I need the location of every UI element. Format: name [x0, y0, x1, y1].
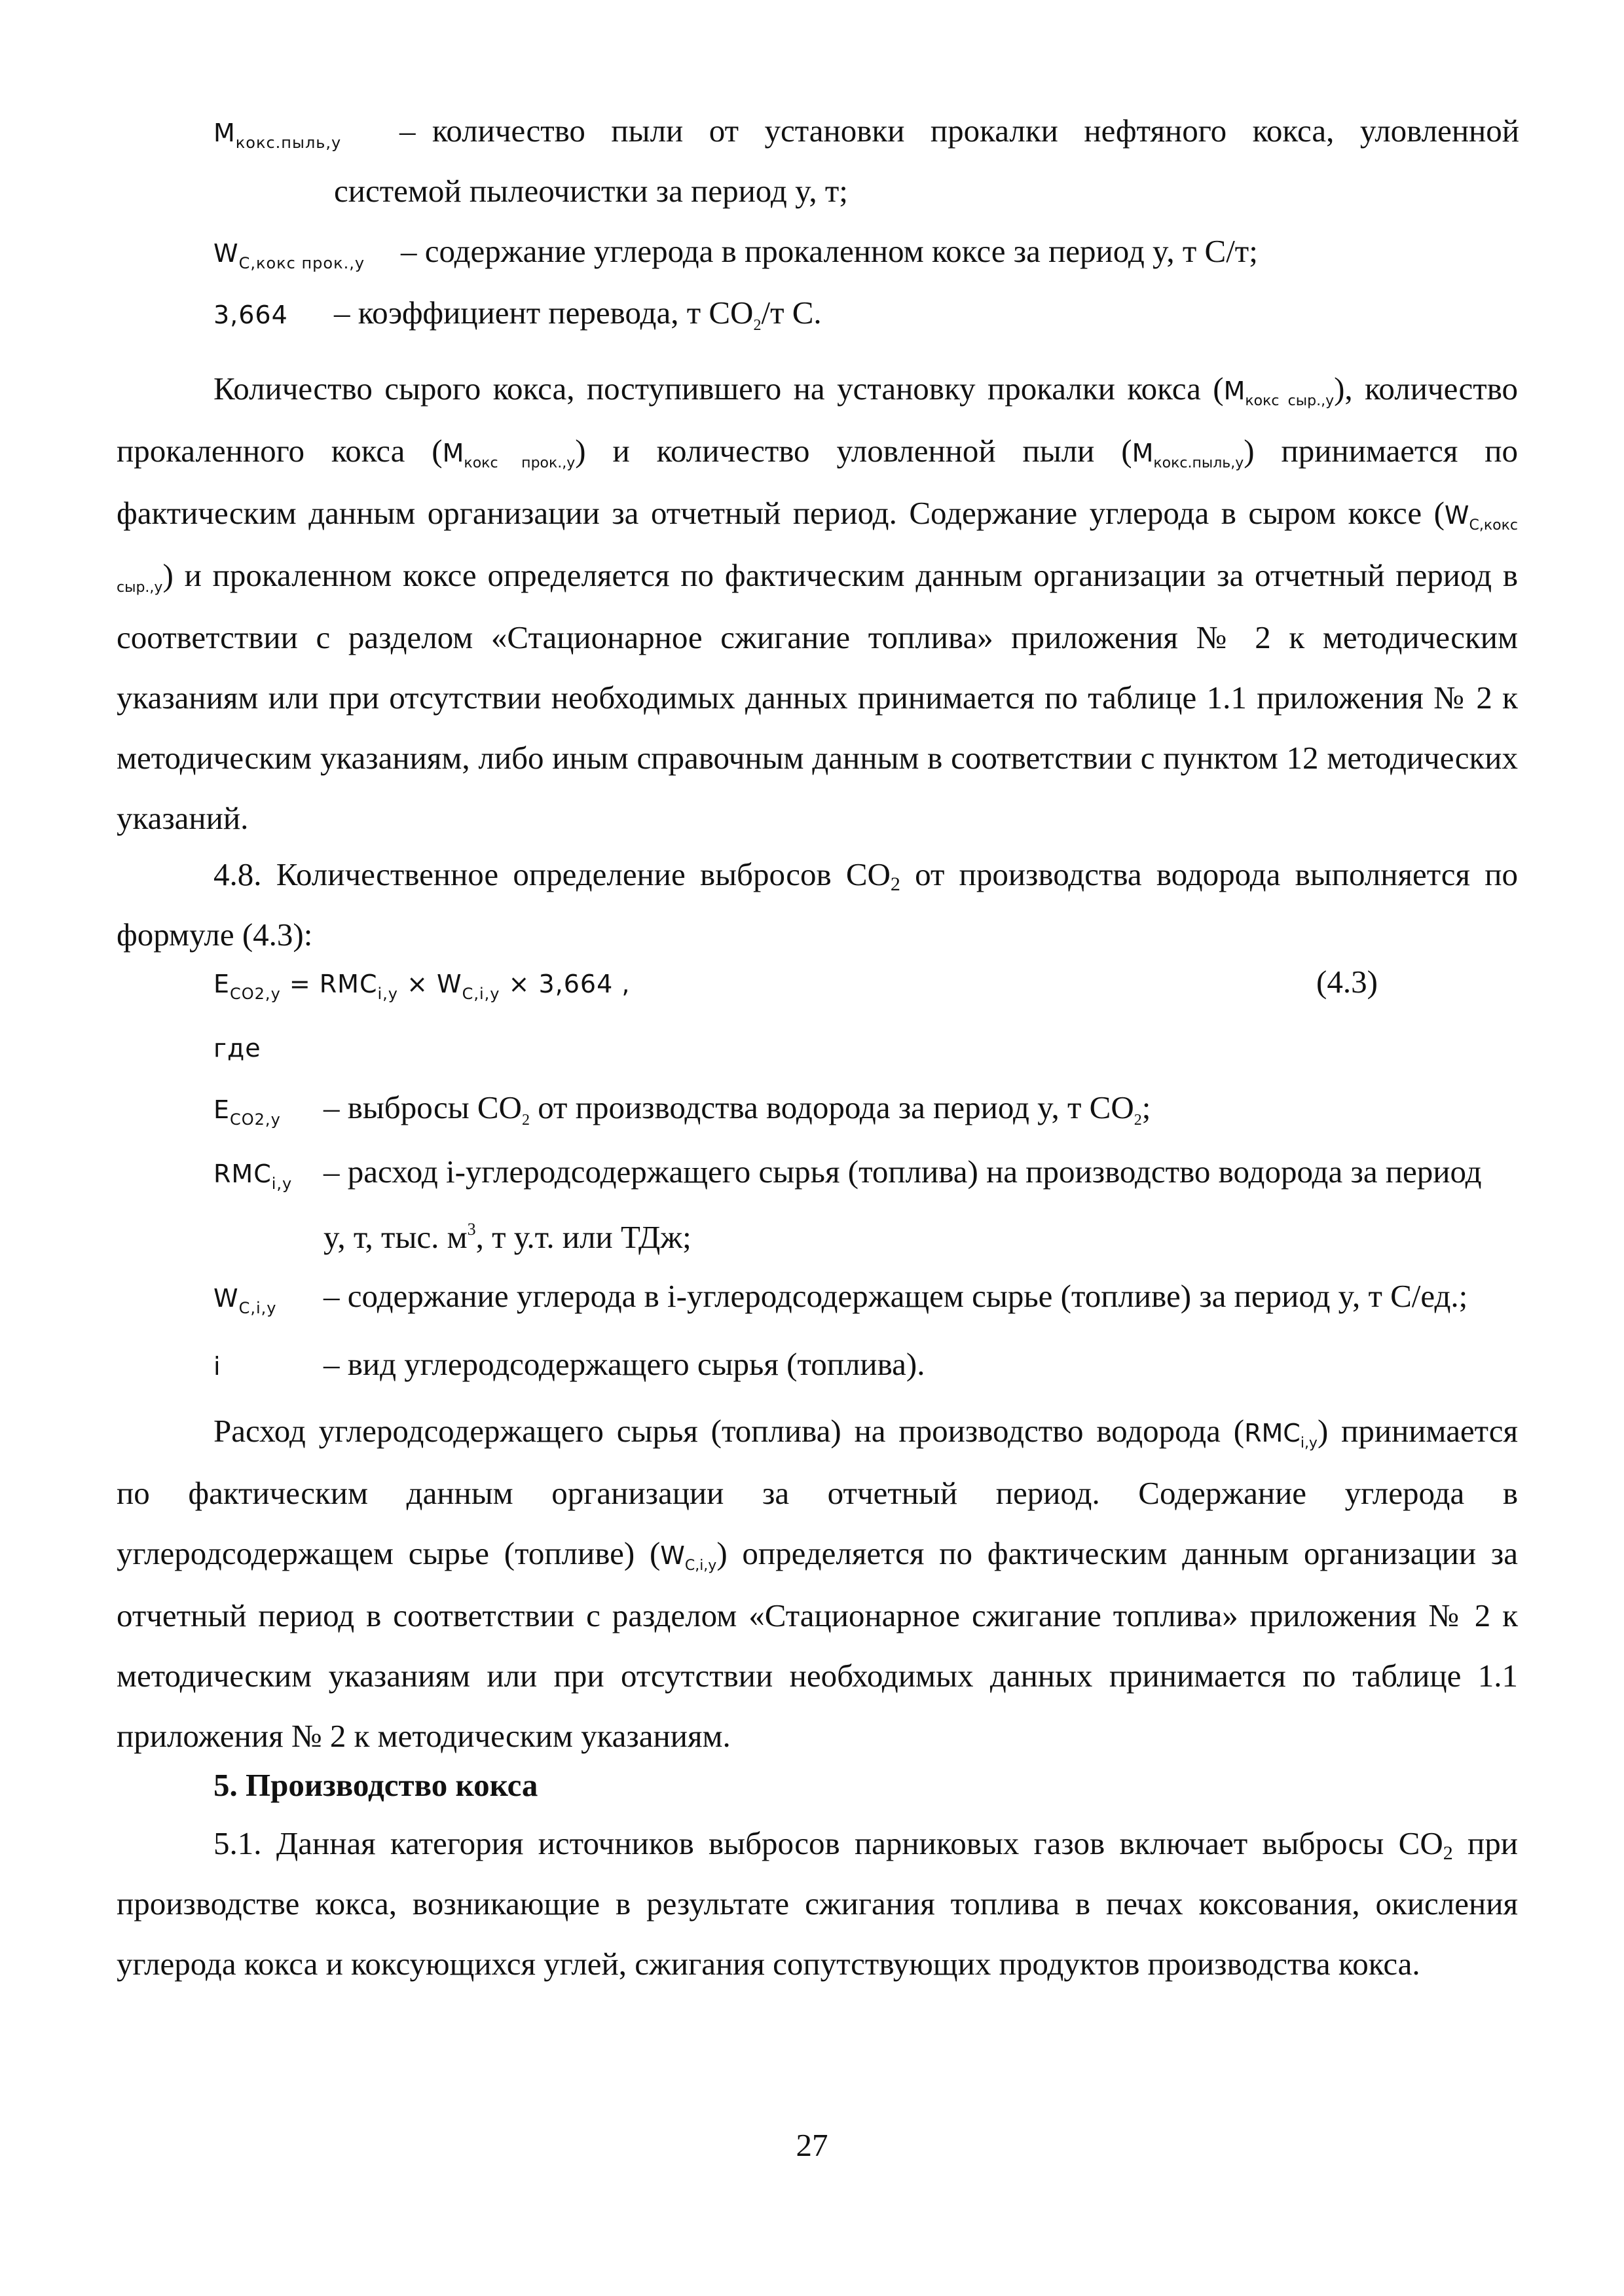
formula-number: (4.3): [1316, 964, 1378, 1000]
def-symbol-m-kokspyl: $М_{кокс.пыль,y}$: [213, 118, 342, 152]
formula-4-3: $E_{CO2,y} = RMC_{i,y} \times W_{C,i,y} \times 3,664$ ,: [213, 970, 631, 1003]
paragraph-5-1: 5.1. Данная категория источников выбросов парниковых газов включает выбросы $СО_2$ при производстве кокса, возникающие в результате сжигания топлива в печах коксования, окисления углерода кокса и коксующихся углей, сжигания сопутствующих продуктов производства кокса.: [117, 1825, 1518, 1982]
def-text-m-kokspyl-cont: системой пылеочистки за период y, т;: [334, 173, 848, 209]
def-text-e-co2: – выбросы $СО_2$ от производства водорода за период y, т $СО_2$;: [323, 1089, 1151, 1129]
page-number: 27: [796, 2127, 828, 2163]
paragraph-4-8: 4.8. Количественное определение выбросов $СО_2$ от производства водорода выполняется по формуле (4.3):: [117, 856, 1518, 953]
def-text-w-koksprok: – содержание углерода в прокаленном коксе за период y, т С/т;: [401, 233, 1258, 269]
def-symbol-e-co2: $E_{CO2,y}$: [213, 1095, 281, 1129]
paragraph-hydrogen-feedstock: Расход углеродсодержащего сырья (топлива) на производство водорода $(RMC_{i,y})$ принимается по фактическим данным организации за отчетный период. Содержание углерода в углеродсодержащем сырье (топливе) $(W_{C,i,y})$ определяется по фактическим данным организации за отчетный период в соответствии с разделом «Стационарное сжигание топлива» приложения № 2 к методическим указаниям или при отсутствии необходимых данных принимается по таблице 1.1 приложения № 2 к методическим указаниям.: [117, 1413, 1519, 1754]
paragraph-coke-quantities: Количество сырого кокса, поступившего на установку прокалки кокса $(М_{кокс сыр.,y})$, количество прокаленного кокса $(М_{кокс прок.,y})$ и количество уловленной пыли $(М_{кокс.пыль,y})$ принимается по фактическим данным организации за отчетный период. Содержание углерода в сыром коксе $(W_{С,кокс сыр.,y})$ и прокаленном коксе определяется по фактическим данным организации за отчетный период в соответствии с разделом «Стационарное сжигание топлива» приложения № 2 к методическим указаниям или при отсутствии необходимых данных принимается по таблице 1.1 приложения № 2 к методическим указаниям, либо иным справочным данным в соответствии с пунктом 12 методических указаний.: [117, 371, 1518, 836]
where-label: где: [213, 1034, 261, 1063]
def-text-m-kokspyl: количество пыли от установки прокалки нефтяного кокса, уловленной: [432, 113, 1519, 149]
def-symbol-rmc: $RMC_{i,y}$: [213, 1159, 293, 1193]
def-text-rmc-cont: y, т, тыс. $м^3$, т у.т. или ТДж;: [323, 1219, 692, 1255]
def-dash: –: [399, 113, 416, 149]
def-symbol-w-koksprok: $W_{С,кокс прок.,y}$: [213, 239, 365, 272]
def-text-coefficient: – коэффициент перевода, т $СО_2/т$ С.: [334, 295, 822, 334]
def-symbol-i: i: [213, 1352, 221, 1381]
def-text-rmc: – расход i-углеродсодержащего сырья (топлива) на производство водорода за период: [323, 1154, 1482, 1190]
def-text-w-ci: – содержание углерода в i-углеродсодержащем сырье (топливе) за период y, т С/ед.;: [323, 1278, 1468, 1314]
def-text-i: – вид углеродсодержащего сырья (топлива).: [323, 1346, 925, 1382]
def-symbol-coefficient: 3,664: [213, 301, 288, 329]
section-title: 5. Производство кокса: [213, 1767, 538, 1803]
def-symbol-w-ci: $W_{C,i,y}$: [213, 1284, 277, 1317]
